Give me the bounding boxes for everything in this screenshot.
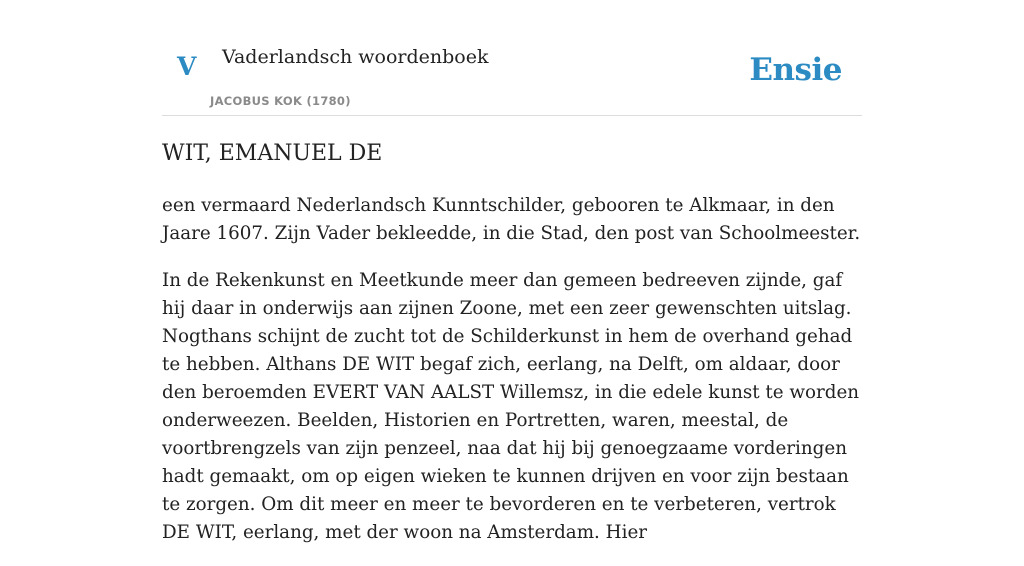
ensie-logo[interactable]: Ensie (749, 52, 842, 88)
book-title-link[interactable]: Vaderlandsch woordenboek (222, 46, 489, 68)
book-letter-logo[interactable]: V (177, 52, 197, 81)
book-header (162, 0, 862, 116)
book-author: JACOBUS KOK (1780) (210, 94, 351, 108)
entry-paragraph: In de Rekenkunst en Meetkunde meer dan gemeen bedreeven zijnde, gaf hij daar in onderwijs aan zijnen Zoone, met een zeer gewenschten uitslag. Nogthans schijnt de zucht tot de Schilderkunst in hem de overhand gehad te hebben. Althans DE WIT begaf zich, eerlang, na Delft, om aldaar, door den beroemden EVERT VAN AALST Willemsz, in die edele kunst te worden onderweezen. Beelden, Historien en Portretten, waren, meestal, de voortbrengzels van zijn penzeel, naa dat hij bij genoegzaame vorderingen hadt gemaakt, om op eigen wieken te kunnen drijven en voor zijn bestaan te zorgen. Om dit meer en meer te bevorderen en te verbeteren, vertrok DE WIT, eerlang, met der woon na Amsterdam. Hier (162, 270, 860, 543)
page (162, 0, 862, 543)
entry-body (162, 192, 862, 566)
entry-paragraph: een vermaard Nederlandsch Kunntschilder, gebooren te Alkmaar, in den Jaare 1607. Zijn Vader bekleedde, in die Stad, den post van Schoolmeester. (162, 195, 861, 244)
entry-title: WIT, EMANUEL DE (162, 141, 383, 166)
